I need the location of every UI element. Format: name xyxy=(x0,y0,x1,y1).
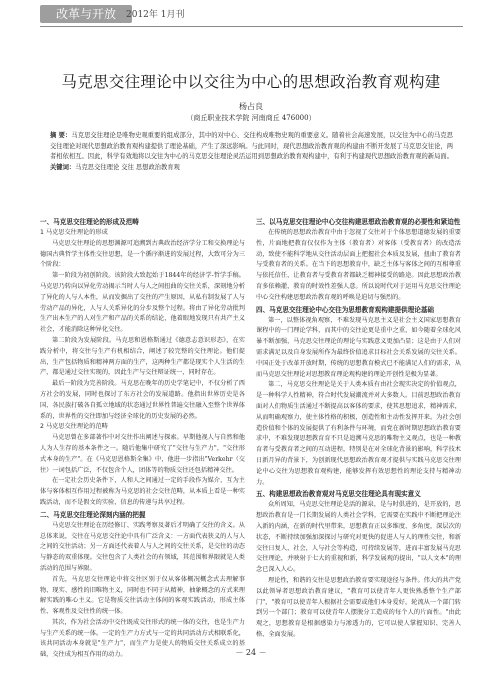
right-paragraph: 第二，马克思交往理论是关于人类本质有由社会现实决定的价值观点，是一种科学人性精神，符合时代发展潮流并对大多数人。目前思想政治教育面对人们物质生活通过不断提高以客体的要求，使其思想追求，精神需求，从而明确观察力，使主体性格的积极，创造性和主动性发挥开来。为社会创造价值和个体的发展提供了有利条件与环境，而党在新时期思想政治教育要求中，不难发现思想教育育不只是追溯马克思的唯物主义观点，也是一种教育者与受教育者之间的互动进程，特别是在对全球化背景的影响，科学技术日新月异的背景下，为创新现代思想政治教育观才提供与实践马克思交往理论中心交往为思想教育观构建，能够发挥有效思想性的理论支持与精神动力。 xyxy=(256,381,461,486)
right-paragraph: 在传统的思想政治教育中由于忽视了交往对于个体思想道德发展的重要性，片面地把教育仅仅作为主体（教育者）对客体（受教育者）的改造活动，致使不能科学地从交往活动层面上把握社会本质及发展，扭曲了教育者与受教育者的关系。在当下的思想教育中，缺乏主体与客体之间的互相尊重与依托信任，让教育者与受教育者都缺乏精神接受的路途。因此思想政治教育多依赖灌，教育的时效性差强人意。所以说时代对于运用马克思交往理论中心交往构建思想政治教育观的呼唤是迫切与强烈的。 xyxy=(256,229,461,301)
keywords-label: 关键词： xyxy=(50,164,76,172)
right-heading: 三、以马克思交往理论中心交往构建思想政治教育观的必要性和紧迫性 xyxy=(256,218,461,226)
left-paragraph: 其次，作为社会活动中交往既成交往形式的统一体的交往，也是生产力与生产关系的统一体。一定的生产力方式与一定的共同活动方式相联系化，该共同活动本身就是"生产力"，而生产力是使人的物质交往关系成立的基础，交往成为相互作用的动力。 xyxy=(40,618,245,659)
journal-header xyxy=(0,0,502,28)
right-heading: 五、构建思想政治教育观对马克思交往理论具有现实意义 xyxy=(256,490,421,499)
article-title: 马克思交往理论中以交往为中心的思想政治教育观构建 xyxy=(61,73,441,91)
left-heading: 一、马克思交往理论的形成及范畴 xyxy=(40,218,139,226)
left-paragraph: 马克思交往理论的思想渊源可追溯到古典政治经济学分工和交换理论与德国古典哲学主体性交往思想，是一个循序渐进的发展过程，大致可分为三个阶段： xyxy=(40,239,245,269)
issue-label: 2012年 1月刊 xyxy=(126,10,185,20)
left-column xyxy=(40,216,245,661)
keywords-text: 马克思交往理论 交往 思想政治教育观 xyxy=(75,164,180,172)
abstract-block xyxy=(50,131,453,174)
author-affiliation: （商丘职业技术学院 河南商丘 476000） xyxy=(186,114,316,122)
left-paragraph: 在一定社会历史条件下，人和人之间通过一定的手段作为媒介，互为主体与客体相互作用过程被称为马克思的社会交往范畴，从本质上看是一种实践活动，而不是假文的实验，信息的传递与共享过程。 xyxy=(40,477,245,506)
abstract-text: 马克思交往理论是唯物史观重要的组成部分，其中的对中心、交往构成唯物史观的重要意义。随着社会高速发展，以交往为中心的马克思交往理论对现代思想政治教育观构建提供了理论基础，产生了深远影响。与此同时，现代思想政治教育观的构建由不断开发展了马克思交往论，两者相依相互。因此，科学有效地将以交往为中心的马克思交往理论灵活运用到思想政治教育观构建中，有利于构建现代思想政治教育观的新局面。 xyxy=(50,132,453,161)
right-paragraph: 理论性，和谐的交往是思想政治教育要实现途径与条件。伟大的共产党以此领导者思想政治教育建议，"教育可以使青年人更快熟悉整个生产部门"，"教育可以使青年人根据社会需要或他们本身爱好，轮流从一个部门转到另一个部门；教育可以使青年人摆脱分工造成的每个人的片面性。"由此观之，思想教育是根据感染力与渗透力的，它可以使人掌握知识、完善人格、全面发展。 xyxy=(256,576,461,638)
author-name: 杨占良 xyxy=(239,102,263,111)
section-tab: 改革与开放 xyxy=(40,5,132,23)
left-paragraph: 第一阶段为初创阶段。该阶段大致起始于1844年的经济学-哲学手稿。马克思乃转向以异化劳动揭示当时人与人之间扭曲的交往关系，深刻地分析了异化的人与人本性，从而发掘出了交往的产生原因，从私有制发展了人与劳动产品的异化，人与人关系异化的分步及整个过程。将由了异化劳动批判生产出本生产的人对生产和产品的关系的结论，他着眼地发现只有共产主义社会，才能消除这种异化交往。 xyxy=(40,272,245,334)
header-divider xyxy=(40,26,463,27)
left-paragraph: 第二阶段为发展阶段。马克思和恩格斯通过《德意志意识形态》，在实践分析中，将交往与生产有机相结合，阐述了较完整的交往理论。他们提出，生产包括物质和精神两方面的生产，这两种生产都是现实个人生活的生产，都是通过交往实现的，因此生产与交往辩证统一，同时存在。 xyxy=(40,336,245,377)
keywords-line xyxy=(50,163,453,174)
left-paragraph: 首先，马克思交往理论中将交往区别于仅从客体概况概念式去理解事物、现实、感性的旧唯物主义，同时也不同于从精神，抽象概念的方式来理解实践的唯心主义。它是物质交往活动主体间的客观实践活动，形成主体性、客观性及交往性的统一体。 xyxy=(40,575,245,616)
page-number: － 24 － xyxy=(235,648,267,657)
right-heading: 四、马克思交往理论中心交往为思想教育观构建提供理论基础 xyxy=(256,305,435,314)
abstract-label: 摘 要： xyxy=(50,132,72,139)
left-heading: 二、马克思交往理论深刻内涵的把握 xyxy=(40,510,146,519)
left-paragraph: 最后一阶段为完善阶段。马克思在晚年的历史学笔记中，不仅分析了西方社会的发展，同时也探讨了东方社会的发展道路。他指出世界历史是各国、各民族打破各自孤立地域的状态通过世界性普遍交往融入至整个世界体系的，世界性的交往即加与经济全球化的历史发展的必然。 xyxy=(40,380,245,420)
right-paragraph: 第一，以整体视角观察，不难发现马克思主义是社会主义国家思想教育课程中的一门理论学科，而其中的交往论更是重中之重，如今随着全球化风暴不断加强，马克思交往理论的理论与实践意义更加凸显；这是由于人们对需求满足以及自身发展所作为最终价值追求目标社会关系发展的交往关系。中国正处于改革开放时期，传统的思想教育模式已不能满足人们的需求，从而马克思交往理论对思想教育理论观构建的理论开创性是极为显著。 xyxy=(256,316,461,378)
right-column xyxy=(256,216,461,641)
left-heading: 2 马克思交往理论的范畴 xyxy=(40,423,108,431)
left-heading: 1 马克思交往理论的形成 xyxy=(40,229,108,236)
left-paragraph: 马克思曾在多部著作中对交往作出阐述与探索。早期他视人与自然和他人为人生存的基本条件之一。随后他集中研究了"交往与生产力"，"交往形式本身的生产"。在《马克思恩格斯全集》中，他进一步指出"Verkehr（交往）一词包括广泛，不仅包含个人，团体等的物质交往还包括精神交往。 xyxy=(40,434,245,474)
left-paragraph: 马克思交往理论在历经修订、实践考察及著后才明确了交往的含义。从总体来说，交往在马克思交往论中具有广泛含义：一方面代表狭义的人与人之间的交往活动；另一方面还代表着人与人之间的交往关系，是交往的动态与静态的双重体现。交往包含了人类社会的有领域，其范围和界限就是人类活动的范围与界限。 xyxy=(40,521,245,572)
right-paragraph: 众所周知，马克思交往理论是活的源泉，是与时俱进的，是开放的，思想政治教育是一门长期发展的人类社会学科，它需要在实践中不断把理论注入新的内涵，在新的时代里带来，思想教育正以多维度、多角度，深层次的状态，不断持续加强加深探讨与研究对更快的促进人与人的理性交往，和新交往日复人，社会，人与社会等构造，可持续发展等，进而丰富发展马克思交往理论，并映射于七大的重视和新，科学发展观的提出，"以人文本"的理念已深入人心。 xyxy=(256,501,461,574)
